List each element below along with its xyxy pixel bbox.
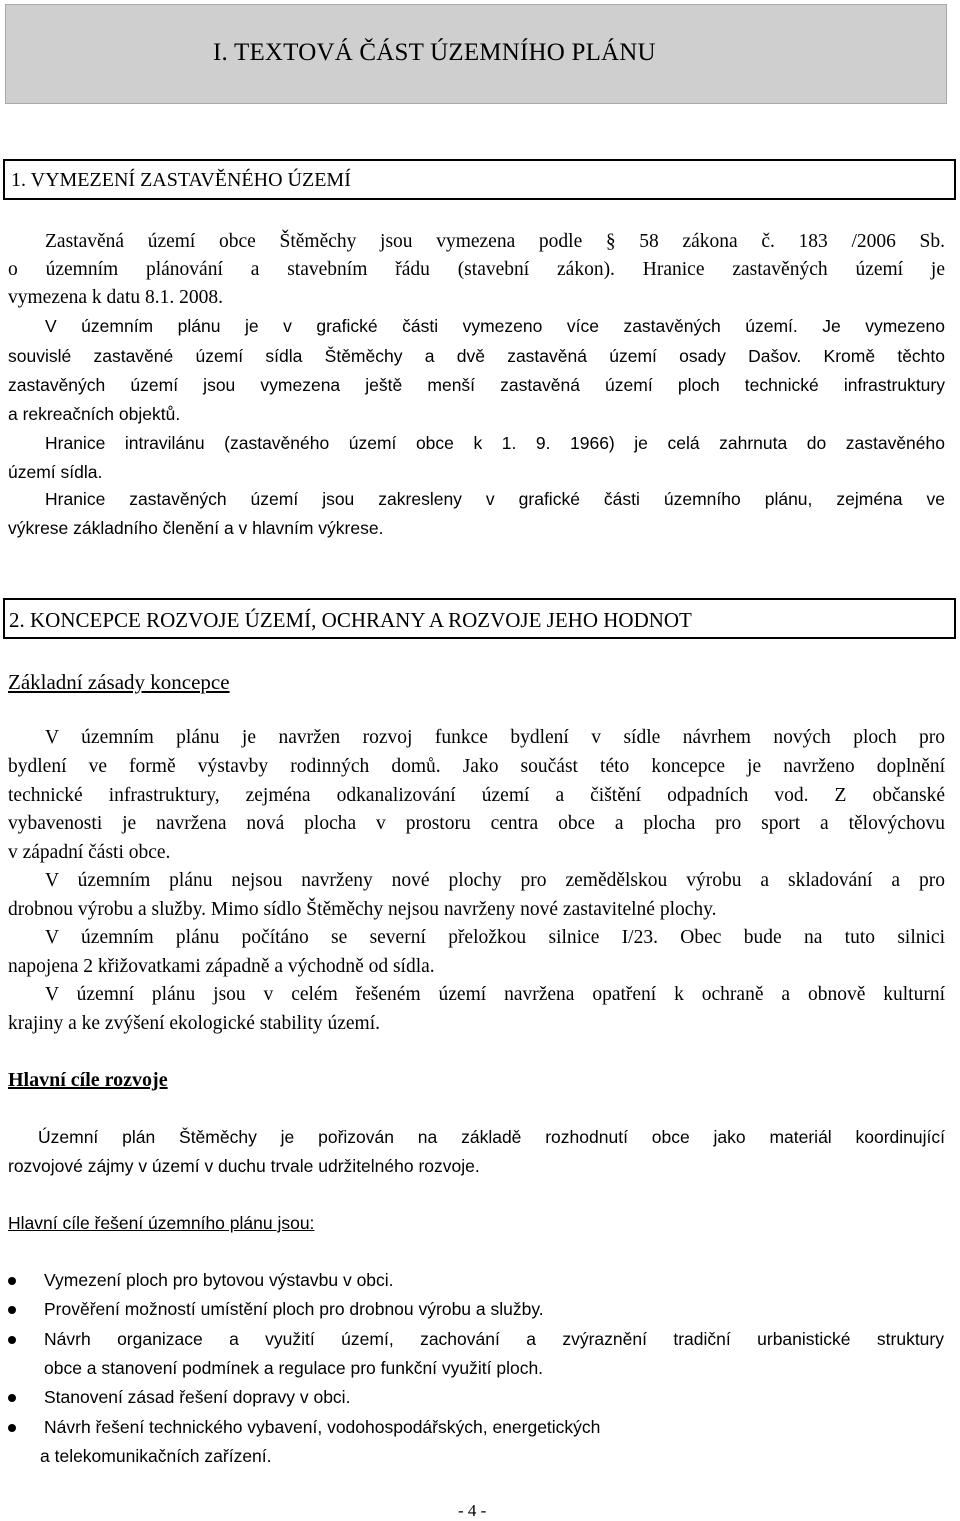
page-number: - 4 - xyxy=(458,1501,487,1520)
s1-line-6: zastavěných území jsou vymezena ještě menší zastavěná území ploch technické infrastruktury xyxy=(8,375,945,395)
s2-goal-text-2: rozvojové zájmy v území v duchu trvale udržitelného rozvoje. xyxy=(8,1156,480,1176)
s1-line-7: a rekreačních objektů. xyxy=(8,404,181,424)
goal-item-5: Návrh řešení technického vybavení, vodohospodářských, energetických xyxy=(44,1417,601,1437)
s1-line-4: V územním plánu je v grafické části vymezeno více zastavěných území. Je vymezeno xyxy=(45,316,945,336)
bullet-3 xyxy=(8,1336,16,1344)
main-title: I. TEXTOVÁ ČÁST ÚZEMNÍHO PLÁNU xyxy=(213,39,656,66)
s1-line-2: o územním plánování a stavebním řádu (stavební zákon). Hranice zastavěných území je xyxy=(8,259,945,280)
s2-line-10: V územní plánu jsou v celém řešeném území navržena opatření k ochraně a obnově kulturní xyxy=(45,984,945,1005)
section-1-header xyxy=(3,159,956,200)
goal-item-5-cont: a telekomunikačních zařízení. xyxy=(40,1446,272,1466)
main-title-box xyxy=(5,4,947,104)
s2-line-3: technické infrastruktury, zejména odkanalizování území a čištění odpadních vod. Z občanské xyxy=(8,785,945,806)
s2-line-6: V územním plánu nejsou navrženy nové plochy pro zemědělskou výrobu a skladování a pro xyxy=(45,870,945,891)
s2-line-9: napojena 2 křižovatkami západně a východně od sídla. xyxy=(8,956,435,977)
bullet-2 xyxy=(8,1306,16,1314)
s1-line-8: Hranice intravilánu (zastavěného území obce k 1. 9. 1966) je celá zahrnuta do zastavěného xyxy=(45,433,945,453)
s1-line-10: Hranice zastavěných území jsou zakresleny v grafické části územního plánu, zejména ve xyxy=(45,489,945,509)
section-2-title: 2. KONCEPCE ROZVOJE ÚZEMÍ, OCHRANY A ROZVOJE JEHO HODNOT xyxy=(9,608,692,632)
bullet-4 xyxy=(8,1394,16,1402)
s1-line-3: vymezena k datu 8.1. 2008. xyxy=(8,287,223,308)
goal-item-2: Prověření možností umístění ploch pro drobnou výrobu a služby. xyxy=(44,1299,544,1319)
s1-line-9: území sídla. xyxy=(8,462,103,482)
s2-line-1: V územním plánu je navržen rozvoj funkce bydlení v sídle návrhem nových ploch pro xyxy=(45,727,945,748)
s2-line-4: vybavenosti je navržena nová plocha v prostoru centra obce a plocha pro sport a tělovýchovu xyxy=(8,813,945,834)
subheading-basic-principles: Základní zásady koncepce xyxy=(8,670,230,694)
section-1-title: 1. VYMEZENÍ ZASTAVĚNÉHO ÚZEMÍ xyxy=(11,169,351,191)
s2-line-11: krajiny a ke zvýšení ekologické stability území. xyxy=(8,1013,381,1034)
bullet-1 xyxy=(8,1277,16,1285)
subheading-main-goals: Hlavní cíle rozvoje xyxy=(8,1069,168,1091)
goal-item-1: Vymezení ploch pro bytovou výstavbu v obci. xyxy=(44,1270,394,1290)
s2-line-5: v západní části obce. xyxy=(8,842,171,863)
s2-line-7: drobnou výrobu a služby. Mimo sídlo Štěměchy nejsou navrženy nové zastavitelné plochy. xyxy=(8,899,717,920)
s1-line-1: Zastavěná území obce Štěměchy jsou vymezena podle § 58 zákona č. 183 /2006 Sb. xyxy=(45,231,945,252)
s1-line-5: souvislé zastavěné území sídla Štěměchy a dvě zastavěná území osady Dašov. Kromě těchto xyxy=(8,346,945,366)
goals-list-heading: Hlavní cíle řešení územního plánu jsou: xyxy=(8,1213,315,1233)
bullet-5 xyxy=(8,1424,16,1432)
s1-line-11: výkrese základního členění a v hlavním výkrese. xyxy=(8,518,384,538)
s2-line-8: V územním plánu počítáno se severní přeložkou silnice I/23. Obec bude na tuto silnici xyxy=(45,927,945,948)
s2-goal-text-1: Územní plán Štěměchy je pořizován na základě rozhodnutí obce jako materiál koordinující xyxy=(38,1127,945,1147)
section-2-header xyxy=(3,598,956,639)
goal-item-3-cont: obce a stanovení podmínek a regulace pro funkční využití ploch. xyxy=(44,1358,544,1378)
s2-line-2: bydlení ve formě výstavby rodinných domů. Jako součást této koncepce je navrženo doplnění xyxy=(8,756,945,777)
goal-item-3: Návrh organizace a využití území, zachování a zvýraznění tradiční urbanistické struktury xyxy=(44,1329,944,1349)
goal-item-4: Stanovení zásad řešení dopravy v obci. xyxy=(44,1387,351,1407)
